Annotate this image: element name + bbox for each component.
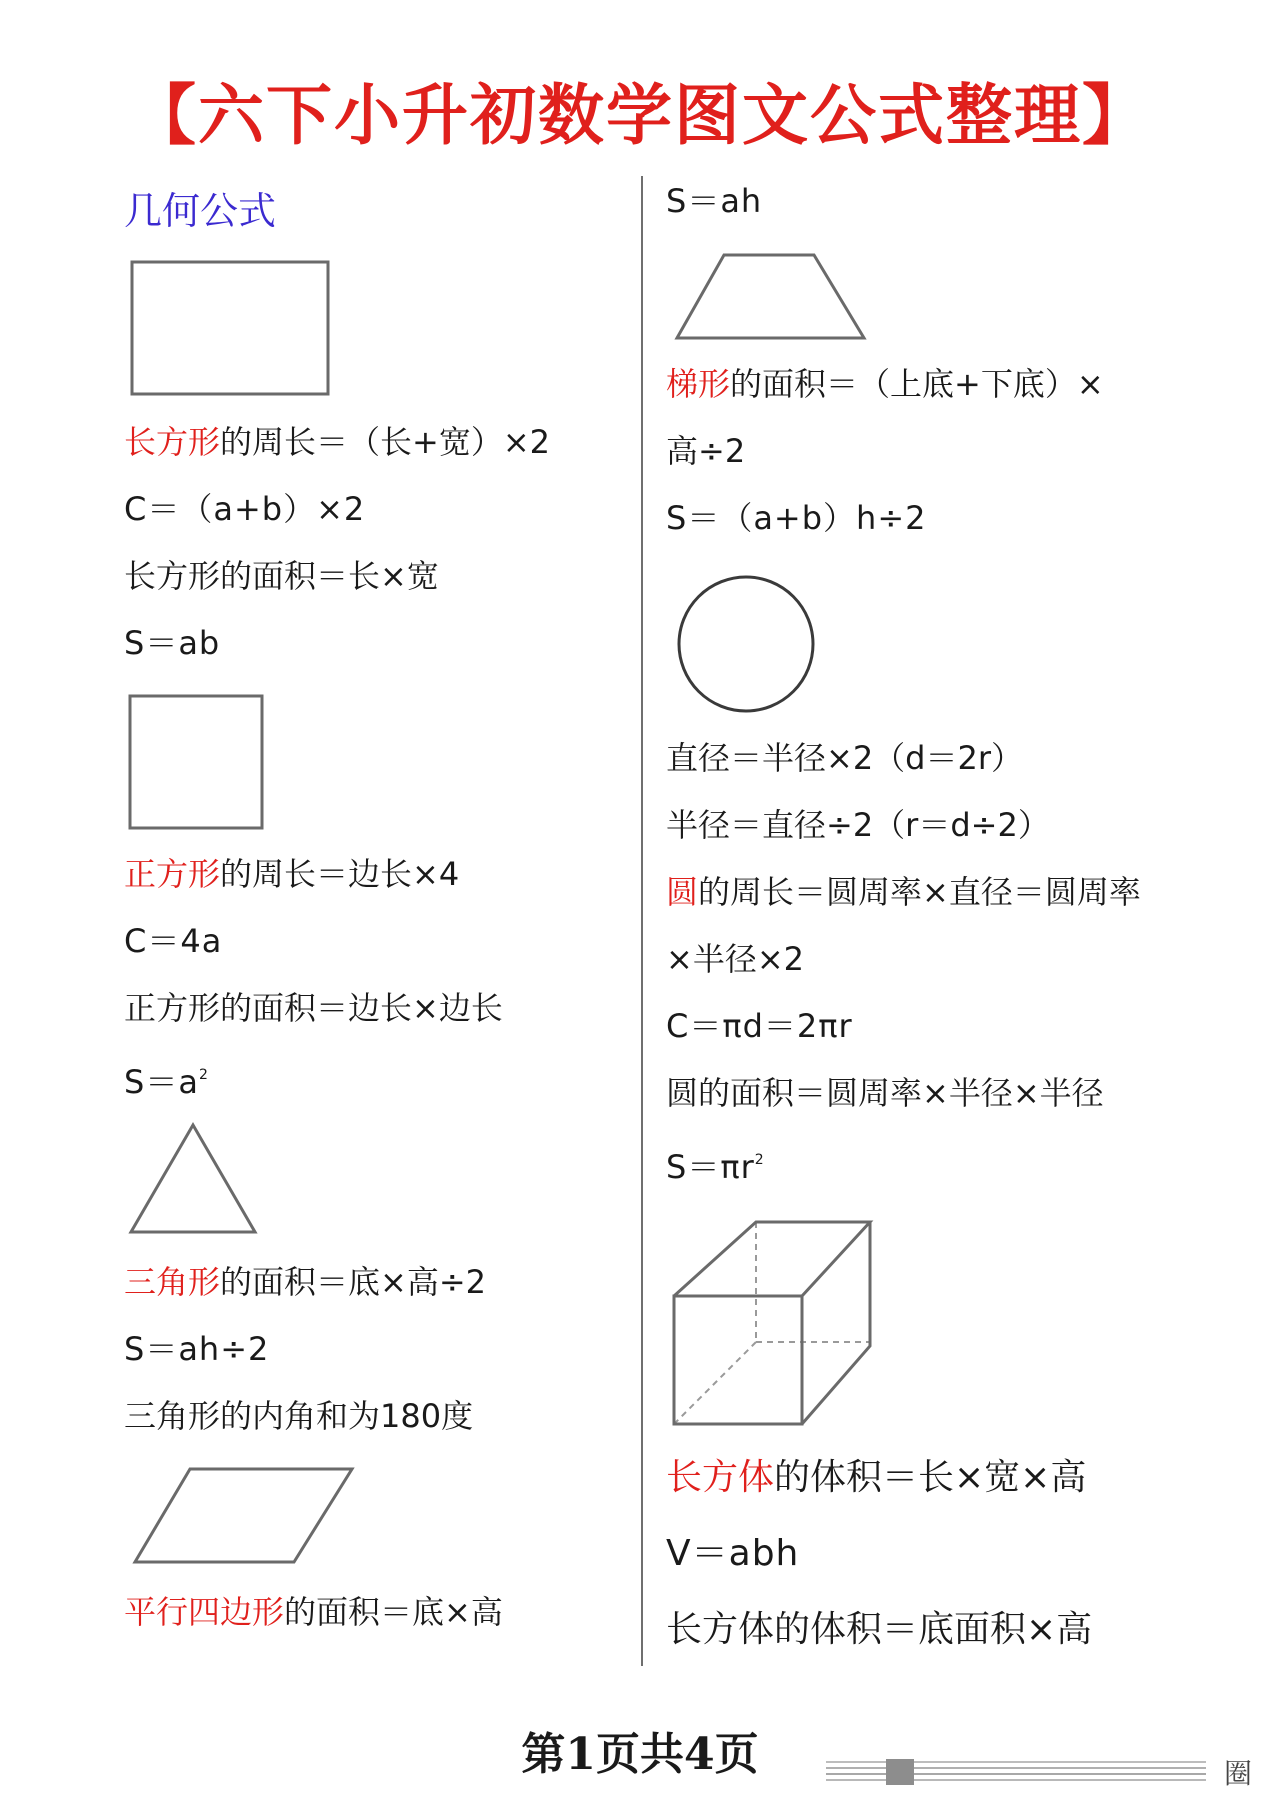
parallelogram-area-line [124,1592,503,1632]
section-heading: 几何公式 [124,189,277,233]
trapezoid-name: 梯形 [666,365,731,403]
rectangle-figure [130,260,330,396]
triangle-angle-text: 三角形的内角和为180度 [124,1397,474,1435]
cuboid-volume-formula: V＝abh [666,1533,800,1574]
square-area-formula-base: S＝a [124,1063,199,1101]
parallelogram-area-formula: S＝ah [666,182,763,220]
circle-perimeter-formula: C＝πd＝2πr [666,1007,853,1045]
circle-area-formula-base: S＝πr [666,1148,755,1186]
square-area-formula-exp: 2 [198,1067,209,1083]
cuboid-name: 长方体 [666,1457,775,1498]
watermark-text: 圈 [1223,1757,1252,1790]
trapezoid-area-line [666,364,1104,404]
rect-perimeter-text: 的周长＝（长+宽）×2 [220,423,551,461]
rect-perimeter-formula: C＝（a+b）×2 [124,490,366,528]
square-perimeter-formula: C＝4a [124,922,223,960]
trapezoid-figure [674,252,868,342]
cuboid-volume-text-2: 长方体的体积＝底面积×高 [666,1609,1093,1650]
circle-perimeter-text-2: ×半径×2 [666,940,804,978]
circle-area-text: 圆的面积＝圆周率×半径×半径 [666,1074,1104,1112]
circle-area-formula [666,1140,765,1187]
circle-figure [676,574,816,714]
parallelogram-name: 平行四边形 [124,1593,285,1631]
rect-area-text: 长方形的面积＝长×宽 [124,557,439,595]
triangle-figure [128,1122,260,1236]
square-perimeter-line [124,854,459,894]
page-number: 第1页共4页 [521,1729,759,1780]
trapezoid-area-text-2: 高÷2 [666,432,746,470]
circle-radius-text: 半径＝直径÷2（r＝d÷2） [666,806,1050,844]
triangle-area-formula: S＝ah÷2 [124,1330,270,1368]
rect-name: 长方形 [124,423,221,461]
trapezoid-area-text: 的面积＝（上底+下底）× [730,365,1104,403]
cuboid-figure [668,1218,874,1428]
watermark-lines [826,1758,1210,1788]
square-name: 正方形 [124,855,221,893]
circle-diameter-text: 直径＝半径×2（d＝2r） [666,739,1024,777]
parallelogram-area-text: 的面积＝底×高 [284,1593,503,1631]
square-figure [128,694,264,830]
circle-area-formula-exp: 2 [754,1152,765,1168]
triangle-area-line [124,1262,486,1302]
rect-perimeter-line [124,422,550,462]
parallelogram-figure [132,1466,356,1566]
cuboid-volume-text: 的体积＝长×宽×高 [774,1457,1087,1498]
circle-name: 圆 [666,873,699,911]
circle-perimeter-line [666,872,1141,912]
page-title: 【六下小升初数学图文公式整理】 [130,77,1150,154]
triangle-name: 三角形 [124,1263,221,1301]
square-area-text: 正方形的面积＝边长×边长 [124,989,503,1027]
triangle-area-text: 的面积＝底×高÷2 [220,1263,487,1301]
trapezoid-area-formula: S＝（a+b）h÷2 [666,499,927,537]
rect-area-formula: S＝ab [124,624,221,662]
square-perimeter-text: 的周长＝边长×4 [220,855,460,893]
cuboid-volume-line [666,1456,1086,1500]
circle-perimeter-text: 的周长＝圆周率×直径＝圆周率 [698,873,1141,911]
column-divider [641,176,643,1666]
square-area-formula [124,1055,209,1102]
